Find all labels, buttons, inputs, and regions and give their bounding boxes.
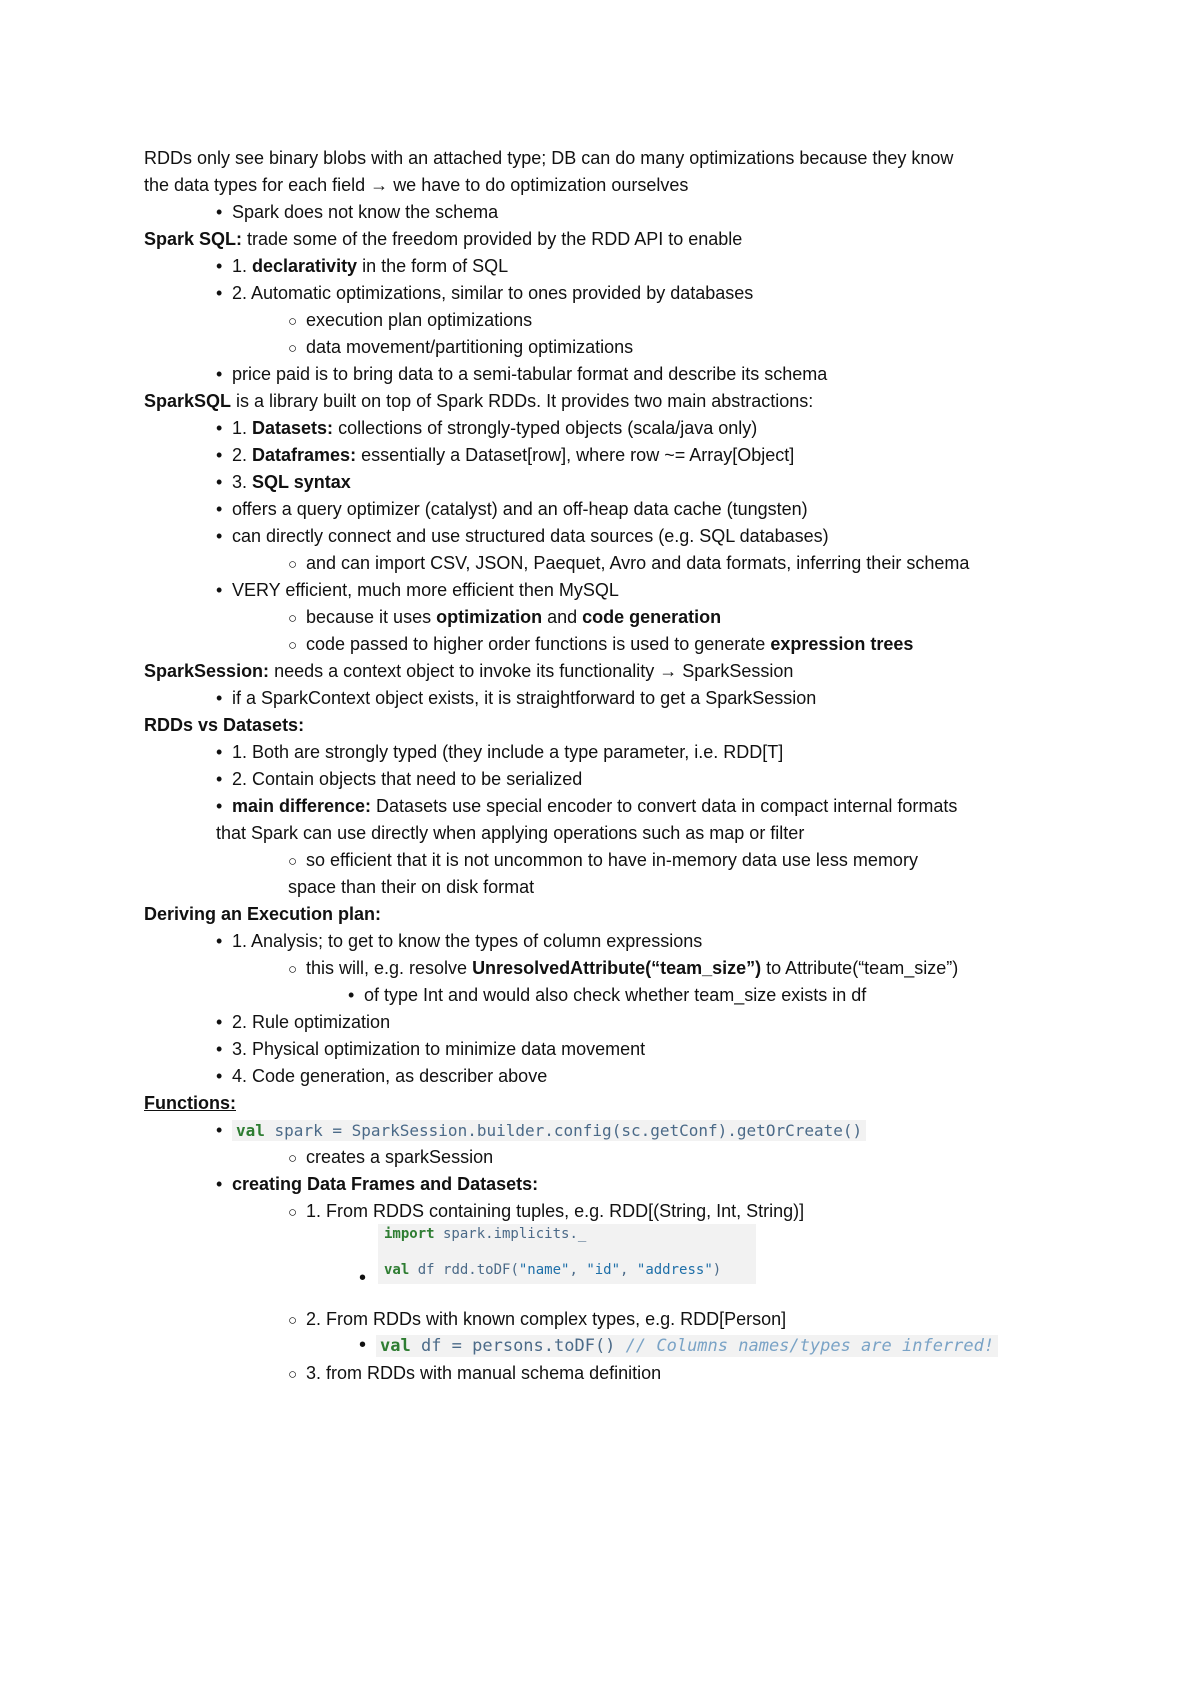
list-item: • 1. Datasets: collections of strongly-typed objects (scala/java only) [216, 415, 757, 442]
code-snippet-persons: val df = persons.toDF() // Columns names/types are inferred! [376, 1332, 998, 1359]
list-item: • 3. Physical optimization to minimize data movement [216, 1036, 645, 1063]
list-item: • creating Data Frames and Datasets: [216, 1171, 538, 1198]
heading-sparksql-library: SparkSQL is a library built on top of Spark RDDs. It provides two main abstractions: [144, 391, 814, 411]
list-item: • Spark does not know the schema [216, 199, 498, 226]
heading-sparksession: SparkSession: needs a context object to invoke its functionality → SparkSession [144, 661, 794, 681]
code-line-import: import spark.implicits._ [384, 1226, 587, 1242]
sub-list-item: ○ code passed to higher order functions is used to generate expression trees [288, 631, 913, 658]
list-item: • 2. Dataframes: essentially a Dataset[row], where row ~= Array[Object] [216, 442, 794, 469]
sub-list-item: ○ and can import CSV, JSON, Paequet, Avro and data formats, inferring their schema [288, 550, 969, 577]
sub-list-item: ○ 2. From RDDs with known complex types, e.g. RDD[Person] [288, 1306, 786, 1333]
list-item: • can directly connect and use structured data sources (e.g. SQL databases) [216, 523, 829, 550]
heading-functions: Functions: [144, 1093, 236, 1113]
list-item-code [216, 1117, 866, 1144]
sub-list-item: ○ data movement/partitioning optimizations [288, 334, 633, 361]
sub-list-item: ○ execution plan optimizations [288, 307, 532, 334]
list-item: • main difference: Datasets use special encoder to convert data in compact internal formats [216, 793, 957, 820]
bullet-dot-icon: • [359, 1334, 367, 1356]
code-line-todf: val df rdd.toDF("name", "id", "address") [384, 1262, 722, 1278]
paragraph-rdd-blobs: RDDs only see binary blobs with an attached type; DB can do many optimizations because they know [144, 148, 954, 168]
list-item: • 1. Both are strongly typed (they include a type parameter, i.e. RDD[T] [216, 739, 783, 766]
sub-list-item: ○ 3. from RDDs with manual schema definition [288, 1360, 661, 1387]
list-item: • offers a query optimizer (catalyst) and an off-heap data cache (tungsten) [216, 496, 808, 523]
list-item: • if a SparkContext object exists, it is straightforward to get a SparkSession [216, 685, 816, 712]
list-item: • 4. Code generation, as describer above [216, 1063, 547, 1090]
sub-list-item: ○ creates a sparkSession [288, 1144, 493, 1171]
list-item: • 1. Analysis; to get to know the types of column expressions [216, 928, 702, 955]
code-snippet-sparksession: val spark = SparkSession.builder.config(sc.getConf).getOrCreate() [232, 1120, 866, 1141]
code-block-todf [378, 1224, 756, 1284]
paragraph-rdd-blobs-cont: the data types for each field → we have to do optimization ourselves [144, 175, 689, 195]
list-item: • 2. Automatic optimizations, similar to ones provided by databases [216, 280, 753, 307]
sub-list-item: ○ so efficient that it is not uncommon to have in-memory data use less memory [288, 847, 918, 874]
heading-spark-sql: Spark SQL: trade some of the freedom provided by the RDD API to enable [144, 229, 743, 249]
right-arrow-icon: → [370, 175, 389, 195]
heading-execution-plan: Deriving an Execution plan: [144, 904, 382, 924]
sub-list-item: ○ 1. From RDDS containing tuples, e.g. RDD[(String, Int, String)] [288, 1198, 804, 1225]
list-item: • 2. Contain objects that need to be serialized [216, 766, 582, 793]
list-item: • 2. Rule optimization [216, 1009, 390, 1036]
list-item: • VERY efficient, much more efficient then MySQL [216, 577, 619, 604]
list-item: • 3. SQL syntax [216, 469, 351, 496]
right-arrow-icon: → [659, 661, 678, 681]
bullet-dot-icon: • [359, 1267, 367, 1289]
list-item: • 1. declarativity in the form of SQL [216, 253, 508, 280]
sub-list-item-cont: space than their on disk format [288, 877, 535, 897]
sub-sub-list-item: • of type Int and would also check whether team_size exists in df [348, 982, 866, 1009]
heading-rdds-vs-datasets: RDDs vs Datasets: [144, 715, 305, 735]
list-item: • price paid is to bring data to a semi-tabular format and describe its schema [216, 361, 827, 388]
sub-list-item: ○ because it uses optimization and code generation [288, 604, 721, 631]
list-item-cont: that Spark can use directly when applying operations such as map or filter [216, 823, 805, 843]
sub-list-item: ○ this will, e.g. resolve UnresolvedAttribute(“team_size”) to Attribute(“team_size”) [288, 955, 958, 982]
